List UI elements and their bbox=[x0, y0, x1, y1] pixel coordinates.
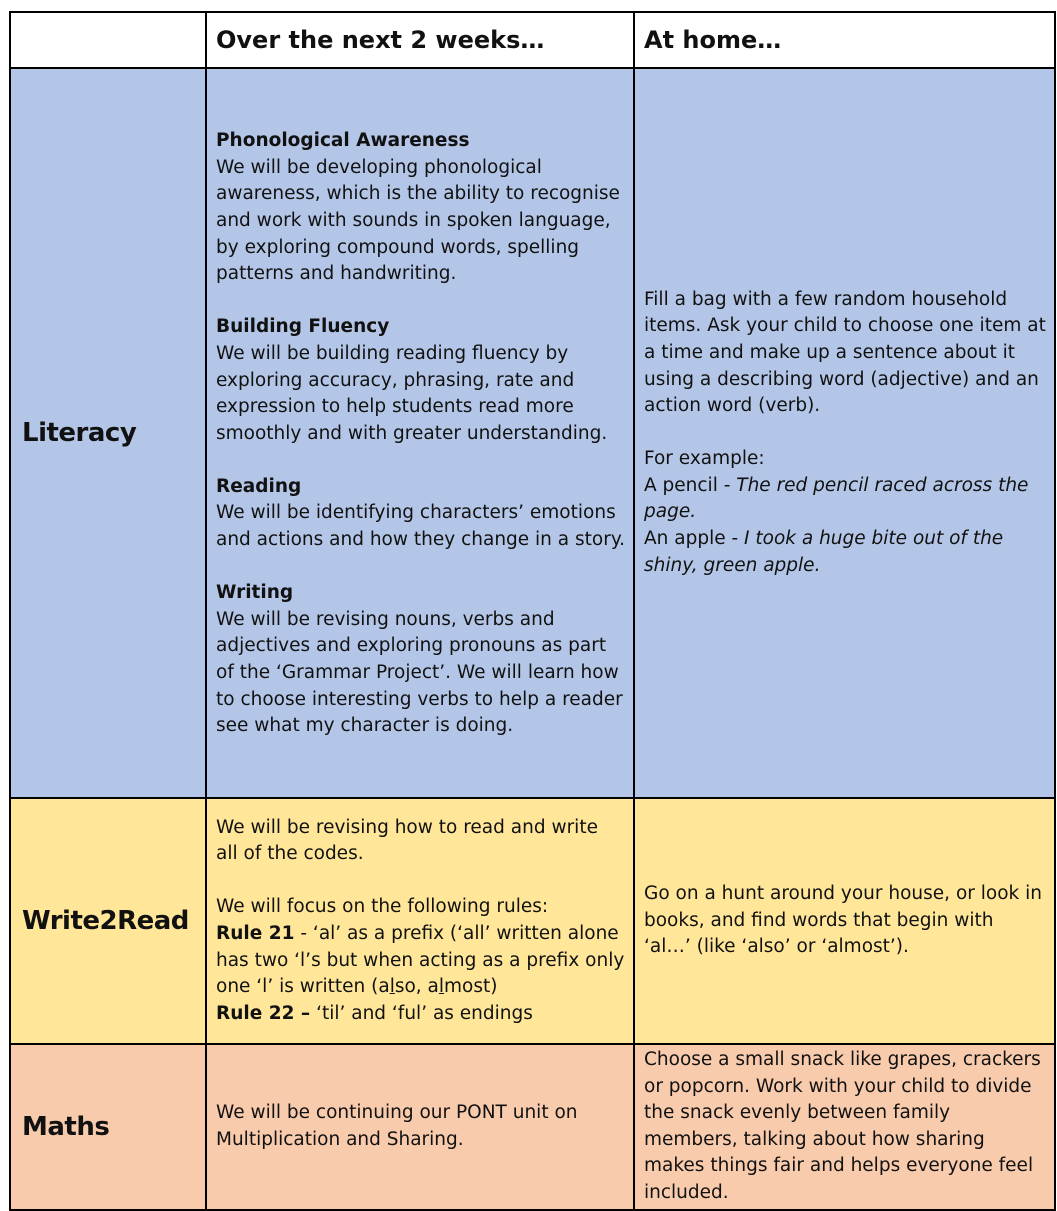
section-text: We will be identifying characters’ emotions and actions and how they change in a story. bbox=[216, 502, 626, 551]
example-1 bbox=[644, 473, 1046, 526]
rule-21 bbox=[216, 921, 625, 1001]
section-writing bbox=[216, 580, 625, 740]
subject-write2read: Write2Read bbox=[10, 798, 206, 1044]
w2r-line2: We will focus on the following rules: bbox=[216, 896, 549, 918]
rule-label: Rule 22 – bbox=[216, 1002, 311, 1024]
example-label: For example: bbox=[644, 448, 765, 470]
example-item: An apple - bbox=[644, 528, 745, 550]
example-2 bbox=[644, 526, 1046, 579]
w2r-line1: We will be revising how to read and write all of the codes. bbox=[216, 816, 598, 865]
header-row bbox=[10, 12, 1055, 68]
example-sentence: The red pencil raced across the page. bbox=[644, 474, 1029, 523]
section-title: Phonological Awareness bbox=[216, 130, 470, 152]
section-fluency bbox=[216, 314, 625, 447]
maths-home-cell: Choose a small snack like grapes, crackers or popcorn. Work with your child to divide the snack evenly between family members, talking about how sharing makes things fair and helps everyone feel included. bbox=[634, 1044, 1055, 1210]
home-intro: Fill a bag with a few random household items. Ask your child to choose one item at a time and make up a sentence about it using a describing word (adjective) and an action word (verb). bbox=[644, 288, 1046, 417]
write2read-plan-cell bbox=[206, 798, 634, 1044]
rule-label: Rule 21 bbox=[216, 923, 295, 944]
example-sentence: I took a huge bite out of the shiny, green apple. bbox=[644, 528, 1004, 576]
example-item: A pencil - bbox=[644, 474, 737, 496]
literacy-plan-cell bbox=[206, 68, 634, 798]
header-at-home: At home… bbox=[634, 12, 1055, 68]
section-title: Building Fluency bbox=[216, 316, 390, 338]
section-text: We will be revising nouns, verbs and adjectives and exploring pronouns as part of the ‘Grammar Project’. We will learn how to choose interesting verbs to help a reader see what my character is doing. bbox=[216, 608, 623, 737]
maths-row bbox=[10, 1044, 1055, 1210]
header-next-weeks: Over the next 2 weeks… bbox=[206, 12, 634, 68]
rule-22 bbox=[216, 1001, 625, 1028]
rule-text: so, a bbox=[394, 976, 439, 998]
section-title: Writing bbox=[216, 582, 294, 604]
write2read-row bbox=[10, 798, 1055, 1044]
literacy-home-cell bbox=[634, 68, 1055, 798]
maths-plan-cell: We will be continuing our PONT unit on Multiplication and Sharing. bbox=[206, 1044, 634, 1210]
subject-literacy: Literacy bbox=[10, 68, 206, 798]
section-reading bbox=[216, 474, 625, 554]
section-text: We will be developing phonological awareness, which is the ability to recognise and work with sounds in spoken language, by exploring compound words, spelling patterns and handwriting. bbox=[216, 156, 620, 285]
literacy-row bbox=[10, 68, 1055, 798]
rule-underline: l bbox=[389, 976, 395, 998]
learning-plan-table bbox=[9, 11, 1056, 1211]
write2read-home-cell: Go on a hunt around your house, or look in books, and find words that begin with ‘al…’ (like ‘also’ or ‘almost’). bbox=[634, 798, 1055, 1044]
rule-text: - ‘al’ as a prefix (‘all’ written alone has two ‘l’s but when acting as a prefix only one ‘l’ is written (a bbox=[216, 923, 625, 998]
section-phonological bbox=[216, 128, 625, 288]
rule-text: most) bbox=[444, 976, 498, 998]
subject-maths: Maths bbox=[10, 1044, 206, 1210]
section-title: Reading bbox=[216, 475, 302, 497]
rule-underline: l bbox=[438, 976, 445, 998]
section-text: We will be building reading fluency by exploring accuracy, phrasing, rate and expression to help students read more smoothly and with greater understanding. bbox=[216, 342, 608, 444]
header-subject-cell bbox=[10, 12, 206, 68]
rule-text: ‘til’ and ‘ful’ as endings bbox=[310, 1002, 533, 1024]
